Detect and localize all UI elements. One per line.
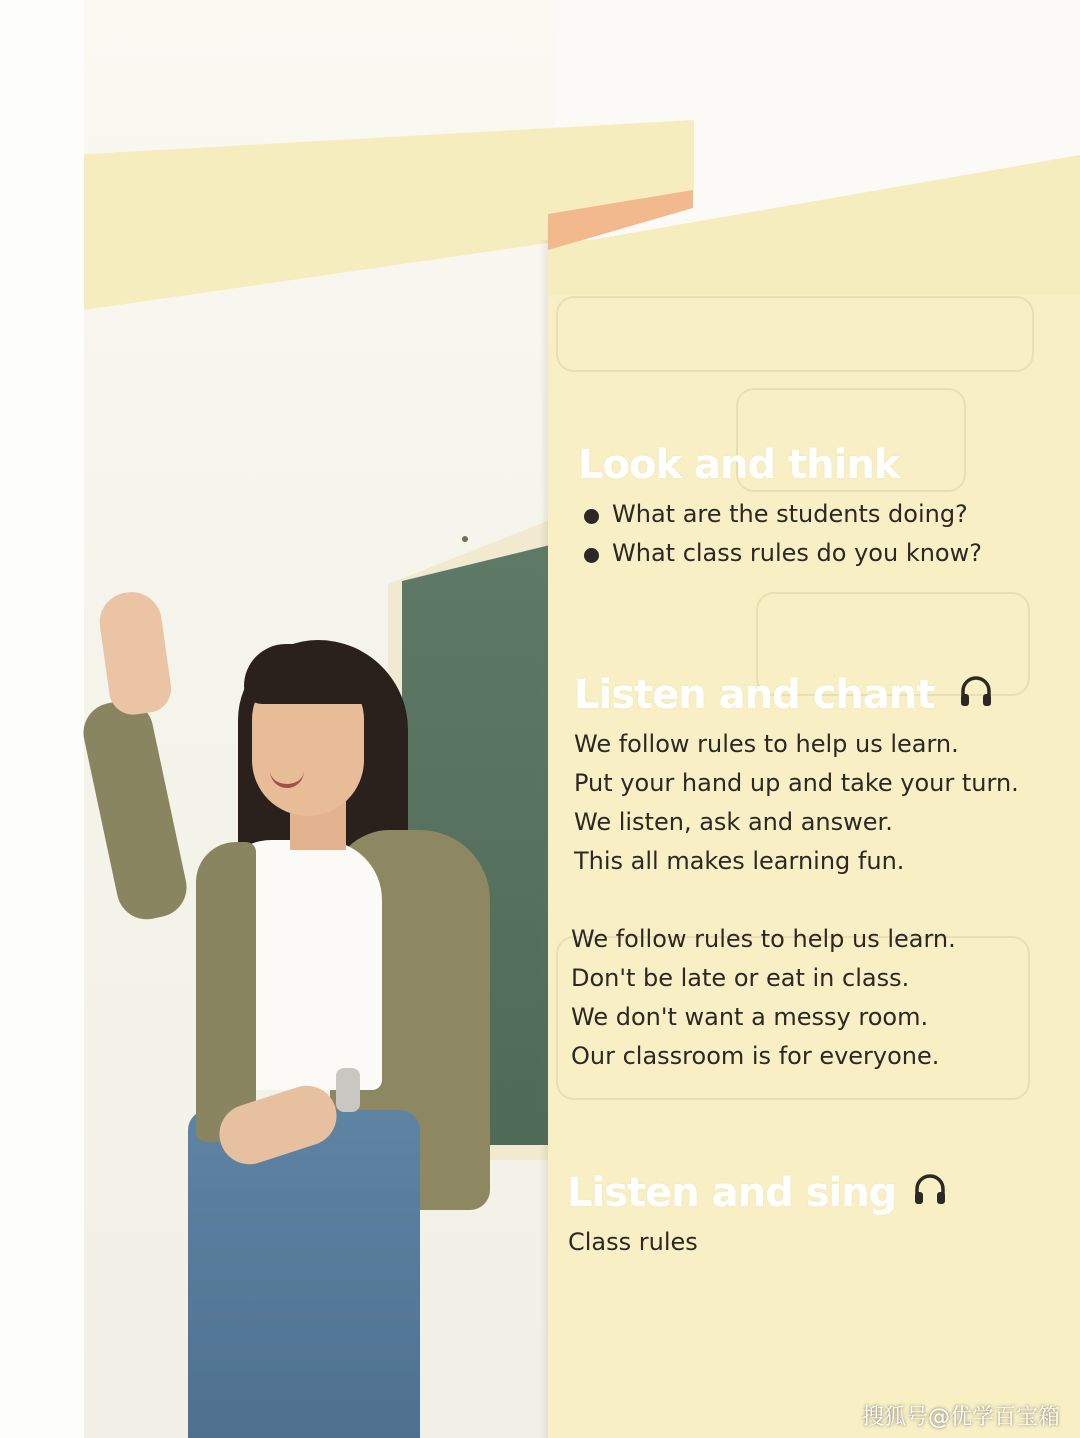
panel-shadow bbox=[540, 240, 548, 1438]
page-margin bbox=[0, 0, 84, 1438]
ghost-speech-bubble bbox=[556, 296, 1034, 372]
chant-verse-2 bbox=[571, 925, 956, 1081]
song-title: Class rules bbox=[568, 1228, 698, 1256]
chant-line: Don't be late or eat in class. bbox=[571, 964, 910, 992]
headphones-icon[interactable] bbox=[958, 674, 994, 710]
look-and-think-heading: Look and think bbox=[578, 442, 900, 488]
question-list bbox=[584, 500, 982, 578]
chalkboard-pin bbox=[462, 536, 468, 542]
headphones-icon[interactable] bbox=[912, 1172, 948, 1208]
wristwatch bbox=[336, 1068, 360, 1112]
chant-line: Our classroom is for everyone. bbox=[571, 1042, 940, 1070]
teacher-cardigan-left bbox=[196, 842, 256, 1142]
teacher-jeans bbox=[188, 1110, 420, 1438]
chant-line: We don't want a messy room. bbox=[571, 1003, 929, 1031]
chant-line: This all makes learning fun. bbox=[574, 847, 905, 875]
question-item: What are the students doing? bbox=[584, 500, 982, 539]
chant-line: We listen, ask and answer. bbox=[574, 808, 893, 836]
chant-verse-1 bbox=[574, 730, 1019, 886]
listen-and-sing-heading: Listen and sing bbox=[567, 1170, 897, 1216]
question-item: What class rules do you know? bbox=[584, 539, 982, 578]
source-watermark: 搜狐号@优学百宝箱 bbox=[862, 1405, 1061, 1430]
chant-line: Put your hand up and take your turn. bbox=[574, 769, 1019, 797]
teacher-fringe bbox=[244, 644, 384, 704]
chant-line: We follow rules to help us learn. bbox=[571, 925, 956, 953]
listen-and-chant-heading: Listen and chant bbox=[574, 672, 935, 718]
chant-line: We follow rules to help us learn. bbox=[574, 730, 959, 758]
